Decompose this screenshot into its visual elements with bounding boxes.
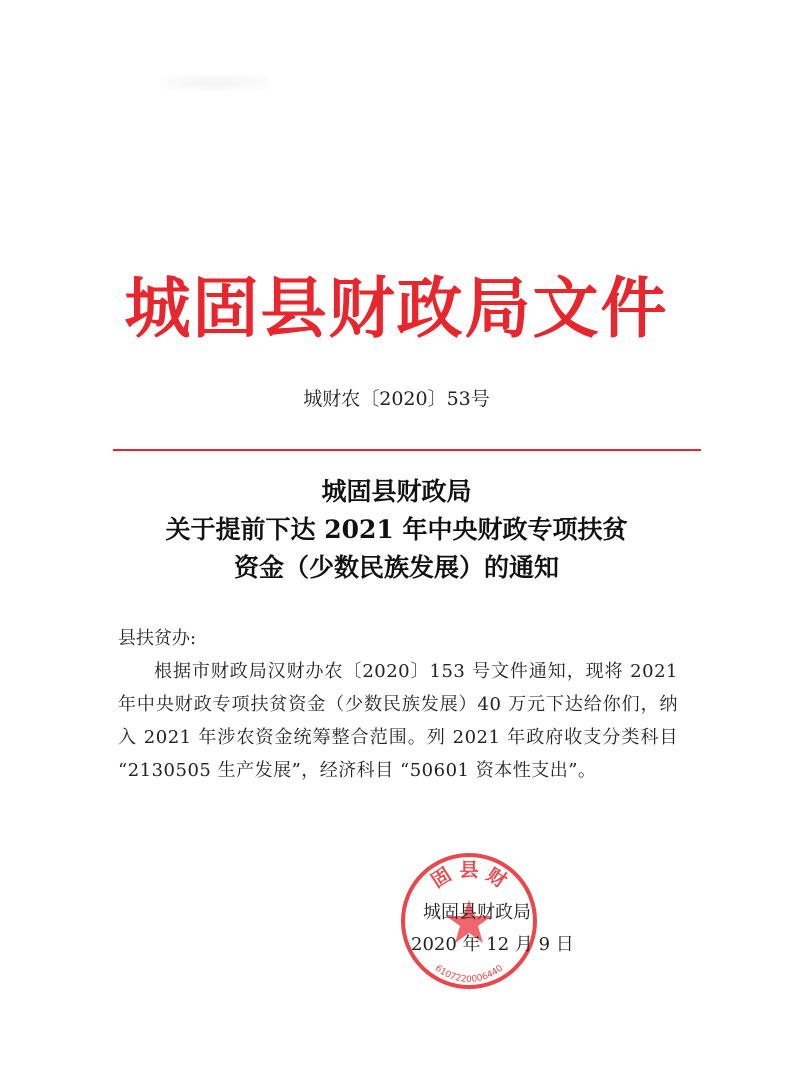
document-number: 城财农〔2020〕53号	[303, 388, 490, 410]
issue-date: 2020 年 12 月 9 日	[411, 934, 574, 955]
scan-smudge	[160, 75, 270, 91]
issuer-signature: 城固县财政局	[423, 902, 531, 923]
body-paragraph: 根据市财政局汉财办农〔2020〕153 号文件通知，现将 2021 年中央财政专项扶贫资金（少数民族发展）40 万元下达给你们，纳入 2021 年涉农资金统筹整合范围。列 2021 年政府收支分类科目 “2130505 生产发展”，经济科目 “50601 资本性支出”。	[118, 661, 678, 781]
recipient: 县扶贫办:	[118, 628, 197, 649]
red-divider	[113, 449, 701, 451]
document-subject	[0, 473, 793, 587]
subject-line-2: 关于提前下达 2021 年中央财政专项扶贫	[165, 515, 628, 544]
subject-line-3: 资金（少数民族发展）的通知	[233, 553, 559, 582]
seal-top-text: 固 县 财	[427, 859, 511, 893]
seal-code: 6107220006440	[432, 963, 506, 985]
subject-line-1: 城固县财政局	[321, 477, 472, 506]
document-header-title: 城固县财政局文件	[124, 270, 669, 347]
